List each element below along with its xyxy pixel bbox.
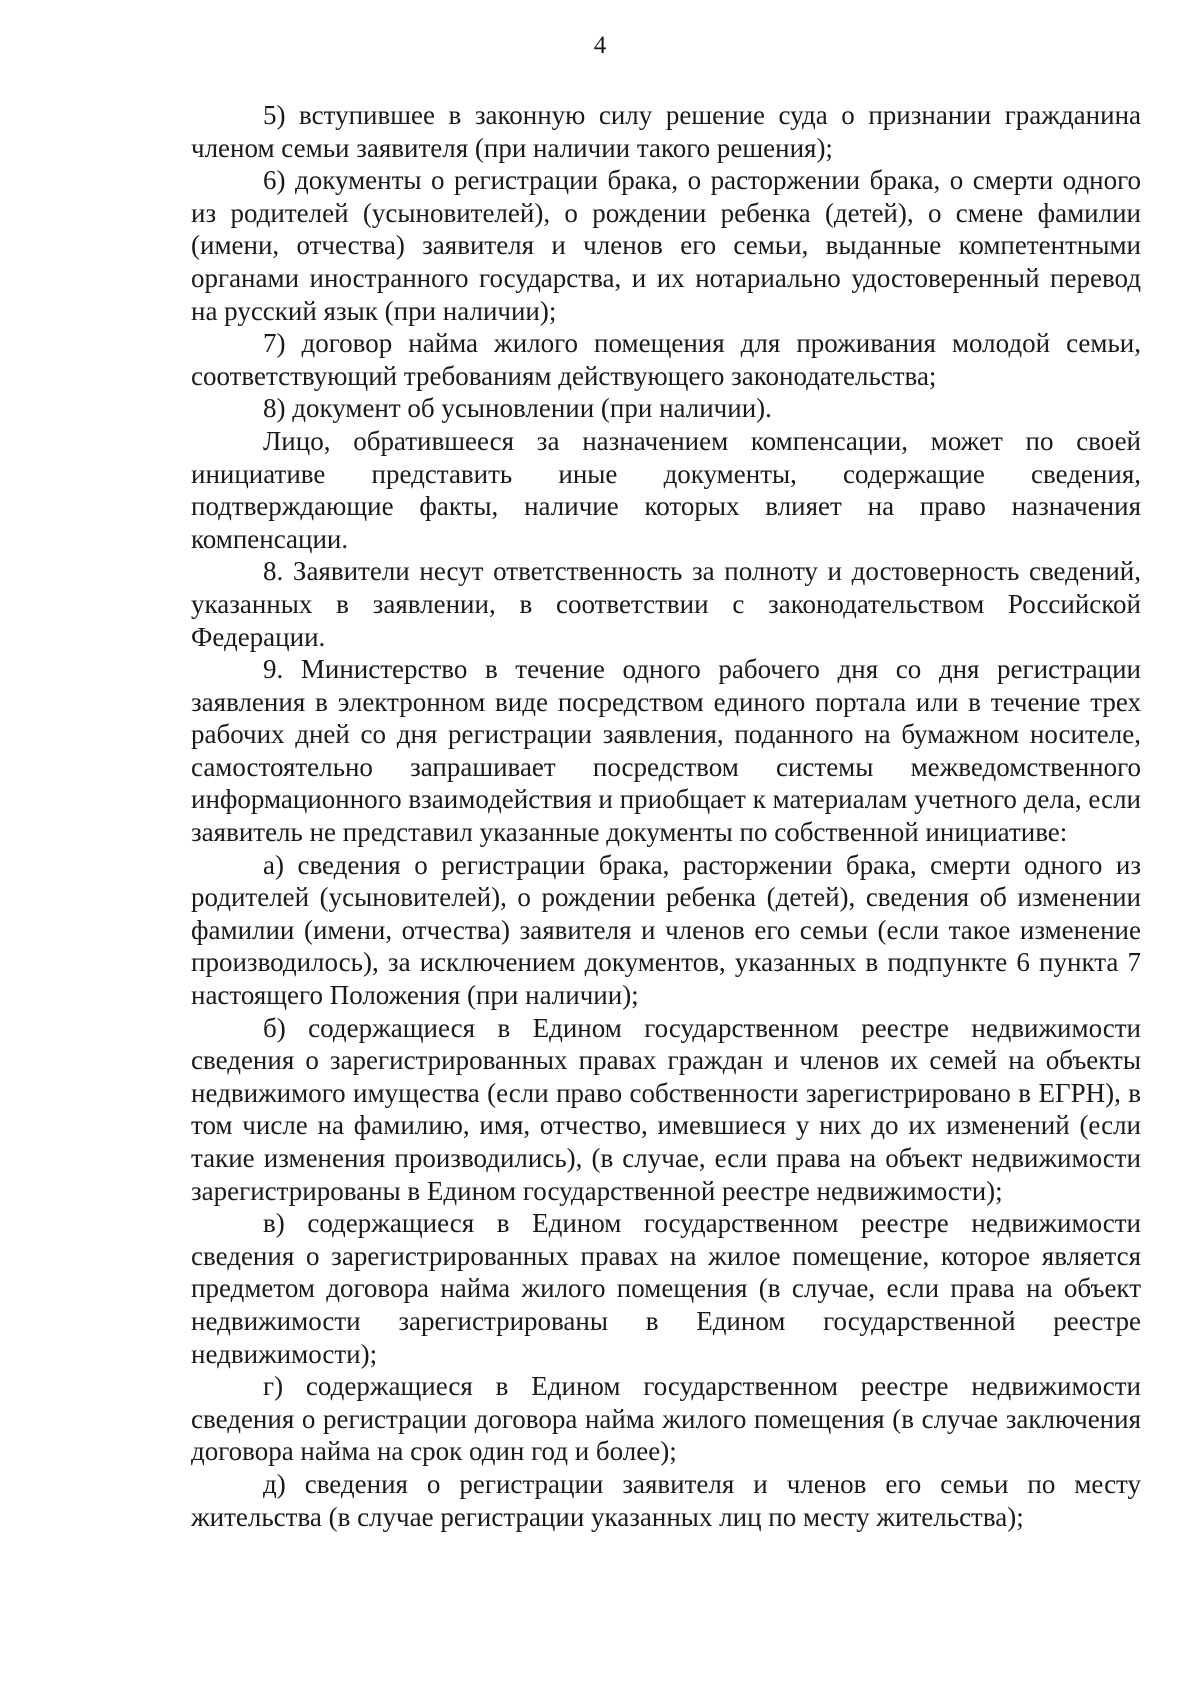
paragraph-clause-8: 8. Заявители несут ответственность за полноту и достоверность сведений, указанных в заявлении, в соответствии с законодательством Российской Федерации.: [191, 556, 1141, 652]
paragraph-additional-documents: Лицо, обратившееся за назначением компенсации, может по своей инициативе представить иные документы, содержащие сведения, подтверждающие факты, наличие которых влияет на право назначения компенсации.: [191, 425, 1141, 554]
paragraph-clause-9: 9. Министерство в течение одного рабочего дня со дня регистрации заявления в электронном виде посредством единого портала или в течение трех рабочих дней со дня регистрации заявления, поданного на бумажном носителе, самостоятельно запрашивает посредством системы межведомственного информационного взаимодействия и приобщает к материалам учетного дела, если заявитель не представил указанные документы по собственной инициативе:: [191, 654, 1141, 848]
paragraph-subitem-d: д) сведения о регистрации заявителя и членов его семьи по месту жительства (в случае регистрации указанных лиц по месту жительства);: [191, 1468, 1141, 1532]
paragraph-subitem-a: а) сведения о регистрации брака, расторжении брака, смерти одного из родителей (усыновителей), о рождении ребенка (детей), сведения об изменении фамилии (имени, отчества) заявителя и членов его семьи (если такое изменение производилось), за исключением документов, указанных в подпункте 6 пункта 7 настоящего Положения (при наличии);: [191, 849, 1141, 1011]
paragraph-subitem-v: в) содержащиеся в Едином государственном реестре недвижимости сведения о зарегистрированных правах на жилое помещение, которое является предметом договора найма жилого помещения (в случае, если права на объект недвижимости зарегистрированы в Едином государственной реестре недвижимости);: [191, 1208, 1141, 1369]
paragraph-subitem-g: г) содержащиеся в Едином государственном реестре недвижимости сведения о регистрации договора найма жилого помещения (в случае заключения договора найма на срок один год и более);: [191, 1371, 1141, 1467]
paragraph-item-8: 8) документ об усыновлении (при наличии).: [263, 393, 772, 424]
paragraph-item-7: 7) договор найма жилого помещения для проживания молодой семьи, соответствующий требованиям действующего законодательства;: [191, 328, 1141, 391]
paragraph-item-5: 5) вступившее в законную силу решение суда о признании гражданина членом семьи заявителя (при наличии такого решения);: [191, 100, 1141, 163]
page-number: 4: [593, 32, 607, 59]
paragraph-subitem-b: б) содержащиеся в Едином государственном реестре недвижимости сведения о зарегистрированных правах граждан и членов их семей на объекты недвижимого имущества (если право собственности зарегистрировано в ЕГРН), в том числе на фамилию, имя, отчество, имевшиеся у них до их изменений (если такие изменения производились), (в случае, если права на объект недвижимости зарегистрированы в Едином государственной реестре недвижимости);: [191, 1012, 1141, 1206]
document-body: [191, 99, 1141, 1533]
paragraph-item-6: 6) документы о регистрации брака, о расторжении брака, о смерти одного из родителей (усыновителей), о рождении ребенка (детей), о смене фамилии (имени, отчества) заявителя и членов его семьи, выданные компетентными органами иностранного государства, и их нотариально удостоверенный перевод на русский язык (при наличии);: [191, 165, 1141, 326]
